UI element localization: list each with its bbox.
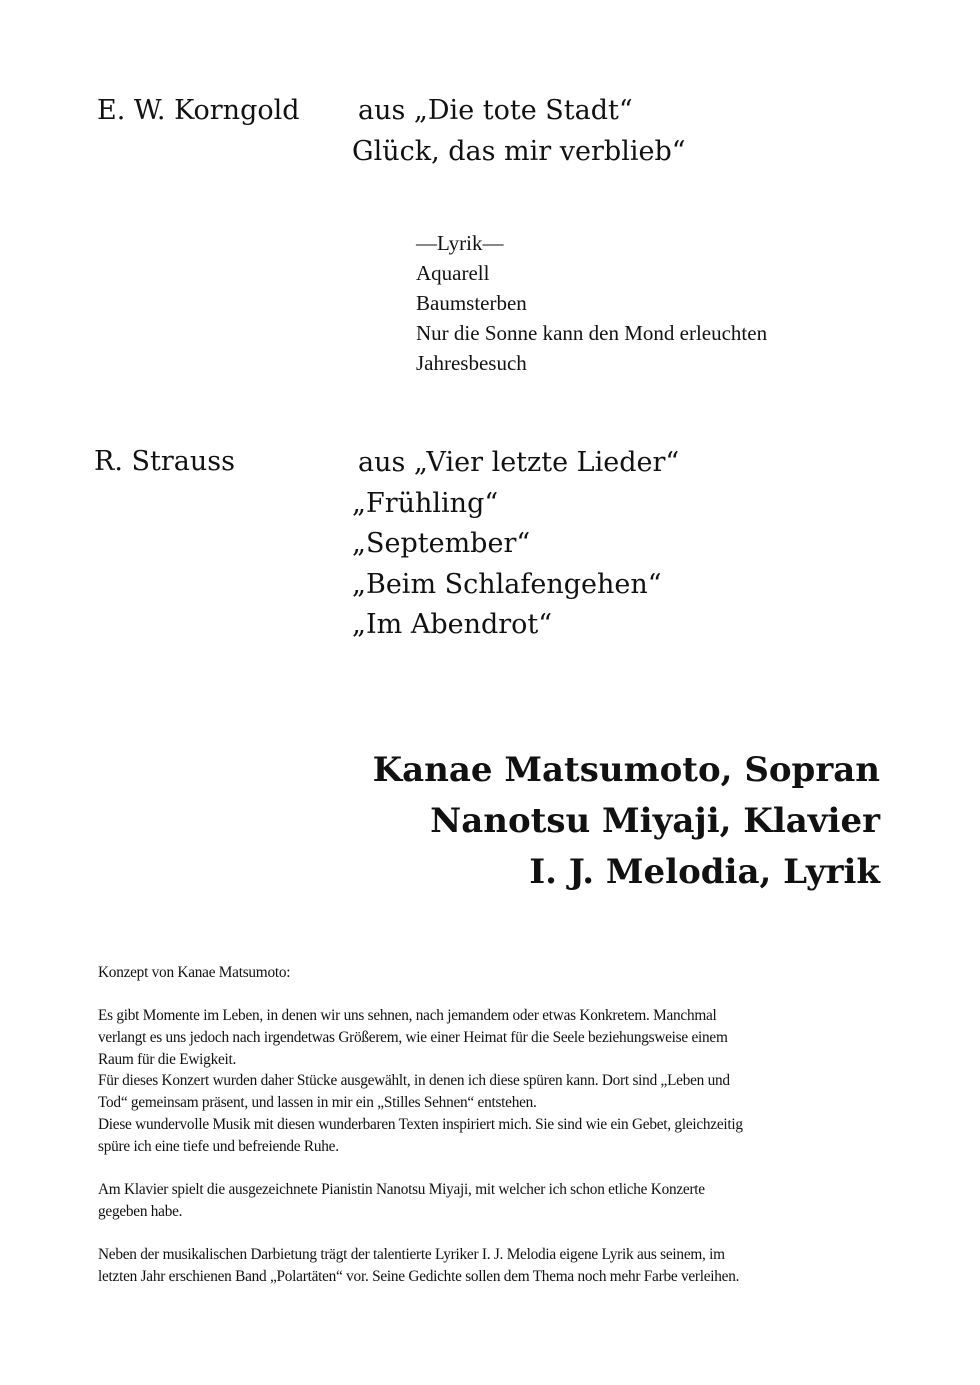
concept-line: Tod“ gemeinsam präsent, und lassen in mir ein „Stilles Sehnen“ entstehen.	[98, 1094, 537, 1112]
performer: I. J. Melodia, Lyrik	[529, 852, 880, 892]
piece-strauss: „September“	[352, 528, 531, 559]
concept-line: Am Klavier spielt die ausgezeichnete Pianistin Nanotsu Miyaji, mit welcher ich schon etliche Konzerte	[98, 1180, 705, 1198]
lyrik-item: Aquarell	[416, 261, 490, 285]
concept-line: Neben der musikalischen Darbietung trägt der talentierte Lyriker I. J. Melodia eigene Lyrik aus seinem, im	[98, 1245, 725, 1263]
concept-line: Diese wundervolle Musik mit diesen wunderbaren Texten inspiriert mich. Sie sind wie ein Gebet, gleichzeitig	[98, 1115, 743, 1133]
lyrik-item: Nur die Sonne kann den Mond erleuchten	[416, 321, 768, 345]
concept-line: verlangt es uns jedoch nach irgendetwas Größerem, wie einer Heimat für die Seele beziehungsweise einem	[98, 1029, 728, 1047]
lyrik-item: Jahresbesuch	[416, 351, 527, 375]
performer: Nanotsu Miyaji, Klavier	[430, 801, 880, 841]
performers	[373, 745, 880, 898]
lyrik-item: Baumsterben	[416, 291, 527, 315]
concept-line: Es gibt Momente im Leben, in denen wir uns sehnen, nach jemandem oder etwas Konkretem. Manchmal	[98, 1007, 717, 1025]
concept-line: spüre ich eine tiefe und befreiende Ruhe.	[98, 1137, 339, 1155]
performer: Kanae Matsumoto, Sopran	[372, 750, 880, 790]
lyrik-list	[416, 228, 767, 378]
piece-korngold: Glück, das mir verblieb“	[352, 136, 686, 167]
lyrik-heading: —Lyrik—	[416, 231, 504, 255]
concept-heading: Konzept von Kanae Matsumoto:	[98, 964, 291, 981]
piece-strauss: „Im Abendrot“	[352, 609, 553, 640]
piece-strauss: „Frühling“	[352, 487, 499, 519]
concept-line: gegeben habe.	[98, 1202, 183, 1220]
strauss-works	[352, 443, 679, 646]
piece-strauss: „Beim Schlafengehen“	[352, 568, 662, 600]
work-strauss: aus „Vier letzte Lieder“	[358, 447, 680, 478]
composer-strauss: R. Strauss	[94, 446, 235, 477]
concept-text	[98, 962, 743, 1287]
concept-line: Raum für die Ewigkeit.	[98, 1050, 237, 1068]
composer-korngold: E. W. Korngold	[97, 95, 300, 126]
concept-line: letzten Jahr erschienen Band „Polartäten“ vor. Seine Gedichte sollen dem Thema noch mehr Farbe verleihen.	[98, 1267, 740, 1285]
work-korngold: aus „Die tote Stadt“	[358, 95, 633, 126]
concept-line: Für dieses Konzert wurden daher Stücke ausgewählt, in denen ich diese spüren kann. Dort sind „Leben und	[98, 1072, 730, 1090]
